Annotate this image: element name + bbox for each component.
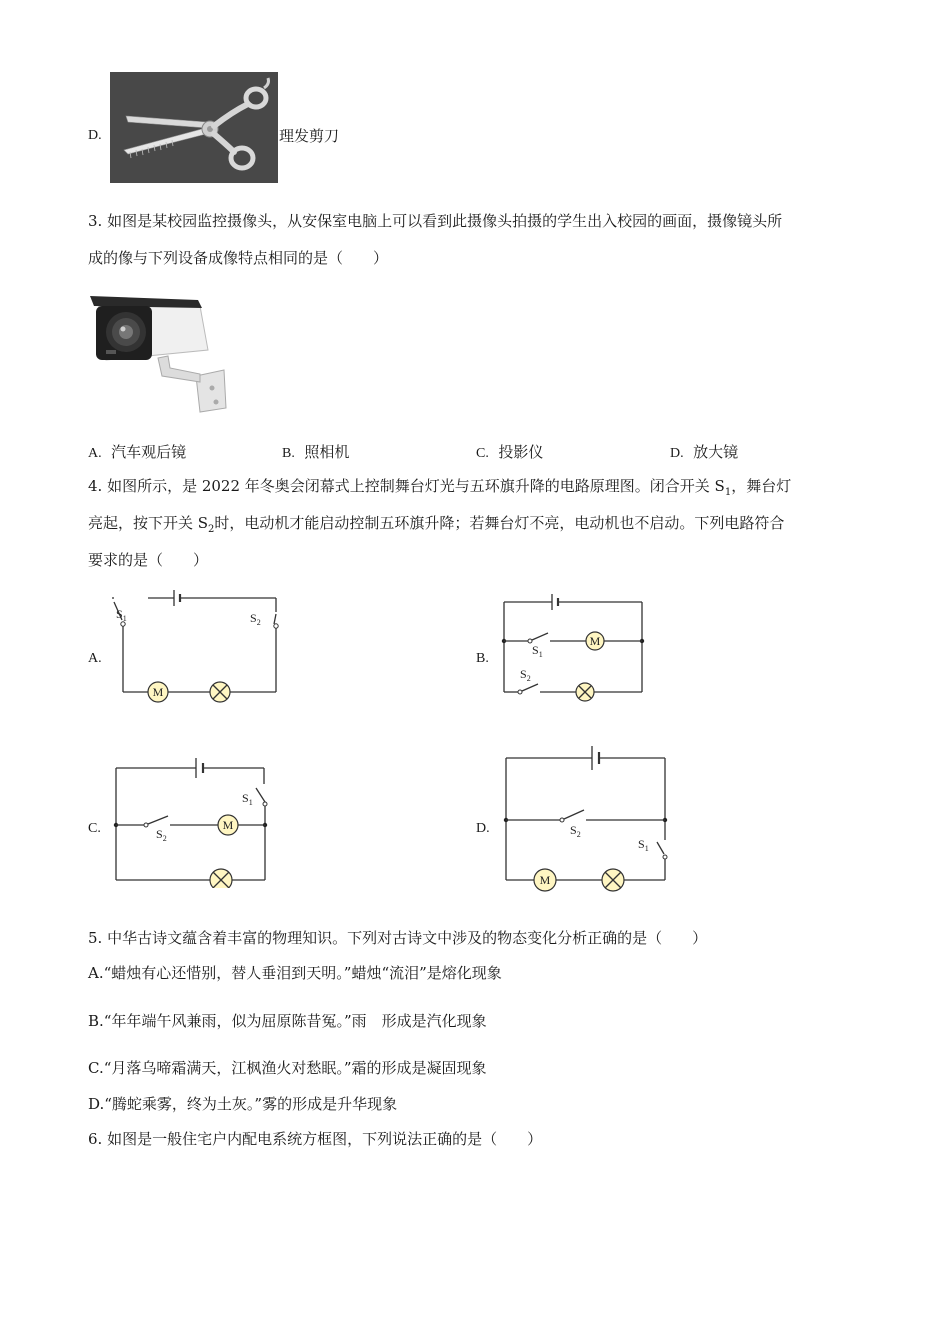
svg-text:S2: $S_2$ xyxy=(250,611,261,627)
circuit-d-diagram xyxy=(500,742,675,892)
svg-text:M: M xyxy=(539,873,551,887)
q3-option-a-text: 汽车观后镜 xyxy=(111,443,187,461)
svg-text:S1: $S_1$ xyxy=(532,643,543,659)
q5-option-b[interactable]: B.“年年端午风兼雨，似为屈原陈昔冤。”雨 形成是汽化现象 xyxy=(88,1012,487,1030)
circuit-b-label[interactable]: B. xyxy=(476,651,489,666)
svg-text:S2: $S_2$ xyxy=(156,827,167,843)
q3-option-c-text: 投影仪 xyxy=(498,443,544,461)
q6-stem: 6. 如图是一般住宅户内配电系统方框图，下列说法正确的是（ ） xyxy=(88,1130,543,1148)
q3-option-c[interactable] xyxy=(476,442,543,464)
svg-text:S1: $S_1$ xyxy=(116,607,127,623)
scissors-image xyxy=(110,72,278,183)
security-camera-icon xyxy=(88,288,230,416)
q5-stem: 5. 中华古诗文蕴含着丰富的物理知识。下列对古诗文中涉及的物态变化分析正确的是（ ） xyxy=(88,929,708,947)
q3-option-c-letter: C. xyxy=(476,446,489,461)
circuit-d-label[interactable]: D. xyxy=(476,821,490,836)
svg-text:M: M xyxy=(222,818,234,832)
circuit-a-diagram xyxy=(110,584,290,704)
circuit-b-diagram xyxy=(498,590,648,706)
scissors-icon xyxy=(110,72,278,183)
q3-option-b-letter: B. xyxy=(282,446,295,461)
q5-option-d[interactable]: D.“腾蛇乘雾，终为土灰。”雾的形成是升华现象 xyxy=(88,1095,398,1113)
circuit-a-label[interactable]: A. xyxy=(88,651,102,666)
q4-stem-line1: 4. 如图所示，是 2022 年冬奥会闭幕式上控制舞台灯光与五环旗升降的电路原理图。闭合开关 $S_1$，舞台灯 xyxy=(88,477,792,498)
q3-option-d-letter: D. xyxy=(670,446,684,461)
q4-stem-line3: 要求的是（ ） xyxy=(88,551,209,569)
q2-option-d-letter: D. xyxy=(88,128,102,143)
q3-option-b[interactable] xyxy=(282,442,349,464)
svg-text:M: M xyxy=(589,634,601,648)
q3-option-b-text: 照相机 xyxy=(304,443,350,461)
q4-stem-line2: 亮起，按下开关 $S_2$时，电动机才能启动控制五环旗升降；若舞台灯不亮，电动机也不启动。下列电路符合 xyxy=(88,514,785,535)
camera-image xyxy=(88,288,230,416)
circuit-c-diagram xyxy=(110,754,280,888)
q3-option-d-text: 放大镜 xyxy=(693,443,739,461)
q3-option-a[interactable] xyxy=(88,442,186,464)
q2-option-d-text: 理发剪刀 xyxy=(279,127,340,145)
circuit-c-label[interactable]: C. xyxy=(88,821,101,836)
motor-label: M xyxy=(152,685,164,699)
q5-option-a[interactable]: A.“蜡烛有心还惜别，替人垂泪到天明。”蜡烛“流泪”是熔化现象 xyxy=(88,964,502,982)
q3-option-d[interactable] xyxy=(670,442,738,464)
q3-stem-line1: 3. 如图是某校园监控摄像头，从安保室电脑上可以看到此摄像头拍摄的学生出入校园的画面，摄像镜头所 xyxy=(88,212,783,230)
q3-stem-line2: 成的像与下列设备成像特点相同的是（ ） xyxy=(88,249,389,267)
svg-text:S2: $S_2$ xyxy=(570,823,581,839)
svg-text:S1: $S_1$ xyxy=(242,791,253,807)
q3-option-a-letter: A. xyxy=(88,446,102,461)
svg-text:S1: $S_1$ xyxy=(638,837,649,853)
q5-option-c[interactable]: C.“月落乌啼霜满天，江枫渔火对愁眠。”霜的形成是凝固现象 xyxy=(88,1059,487,1077)
svg-text:S2: $S_2$ xyxy=(520,667,531,683)
